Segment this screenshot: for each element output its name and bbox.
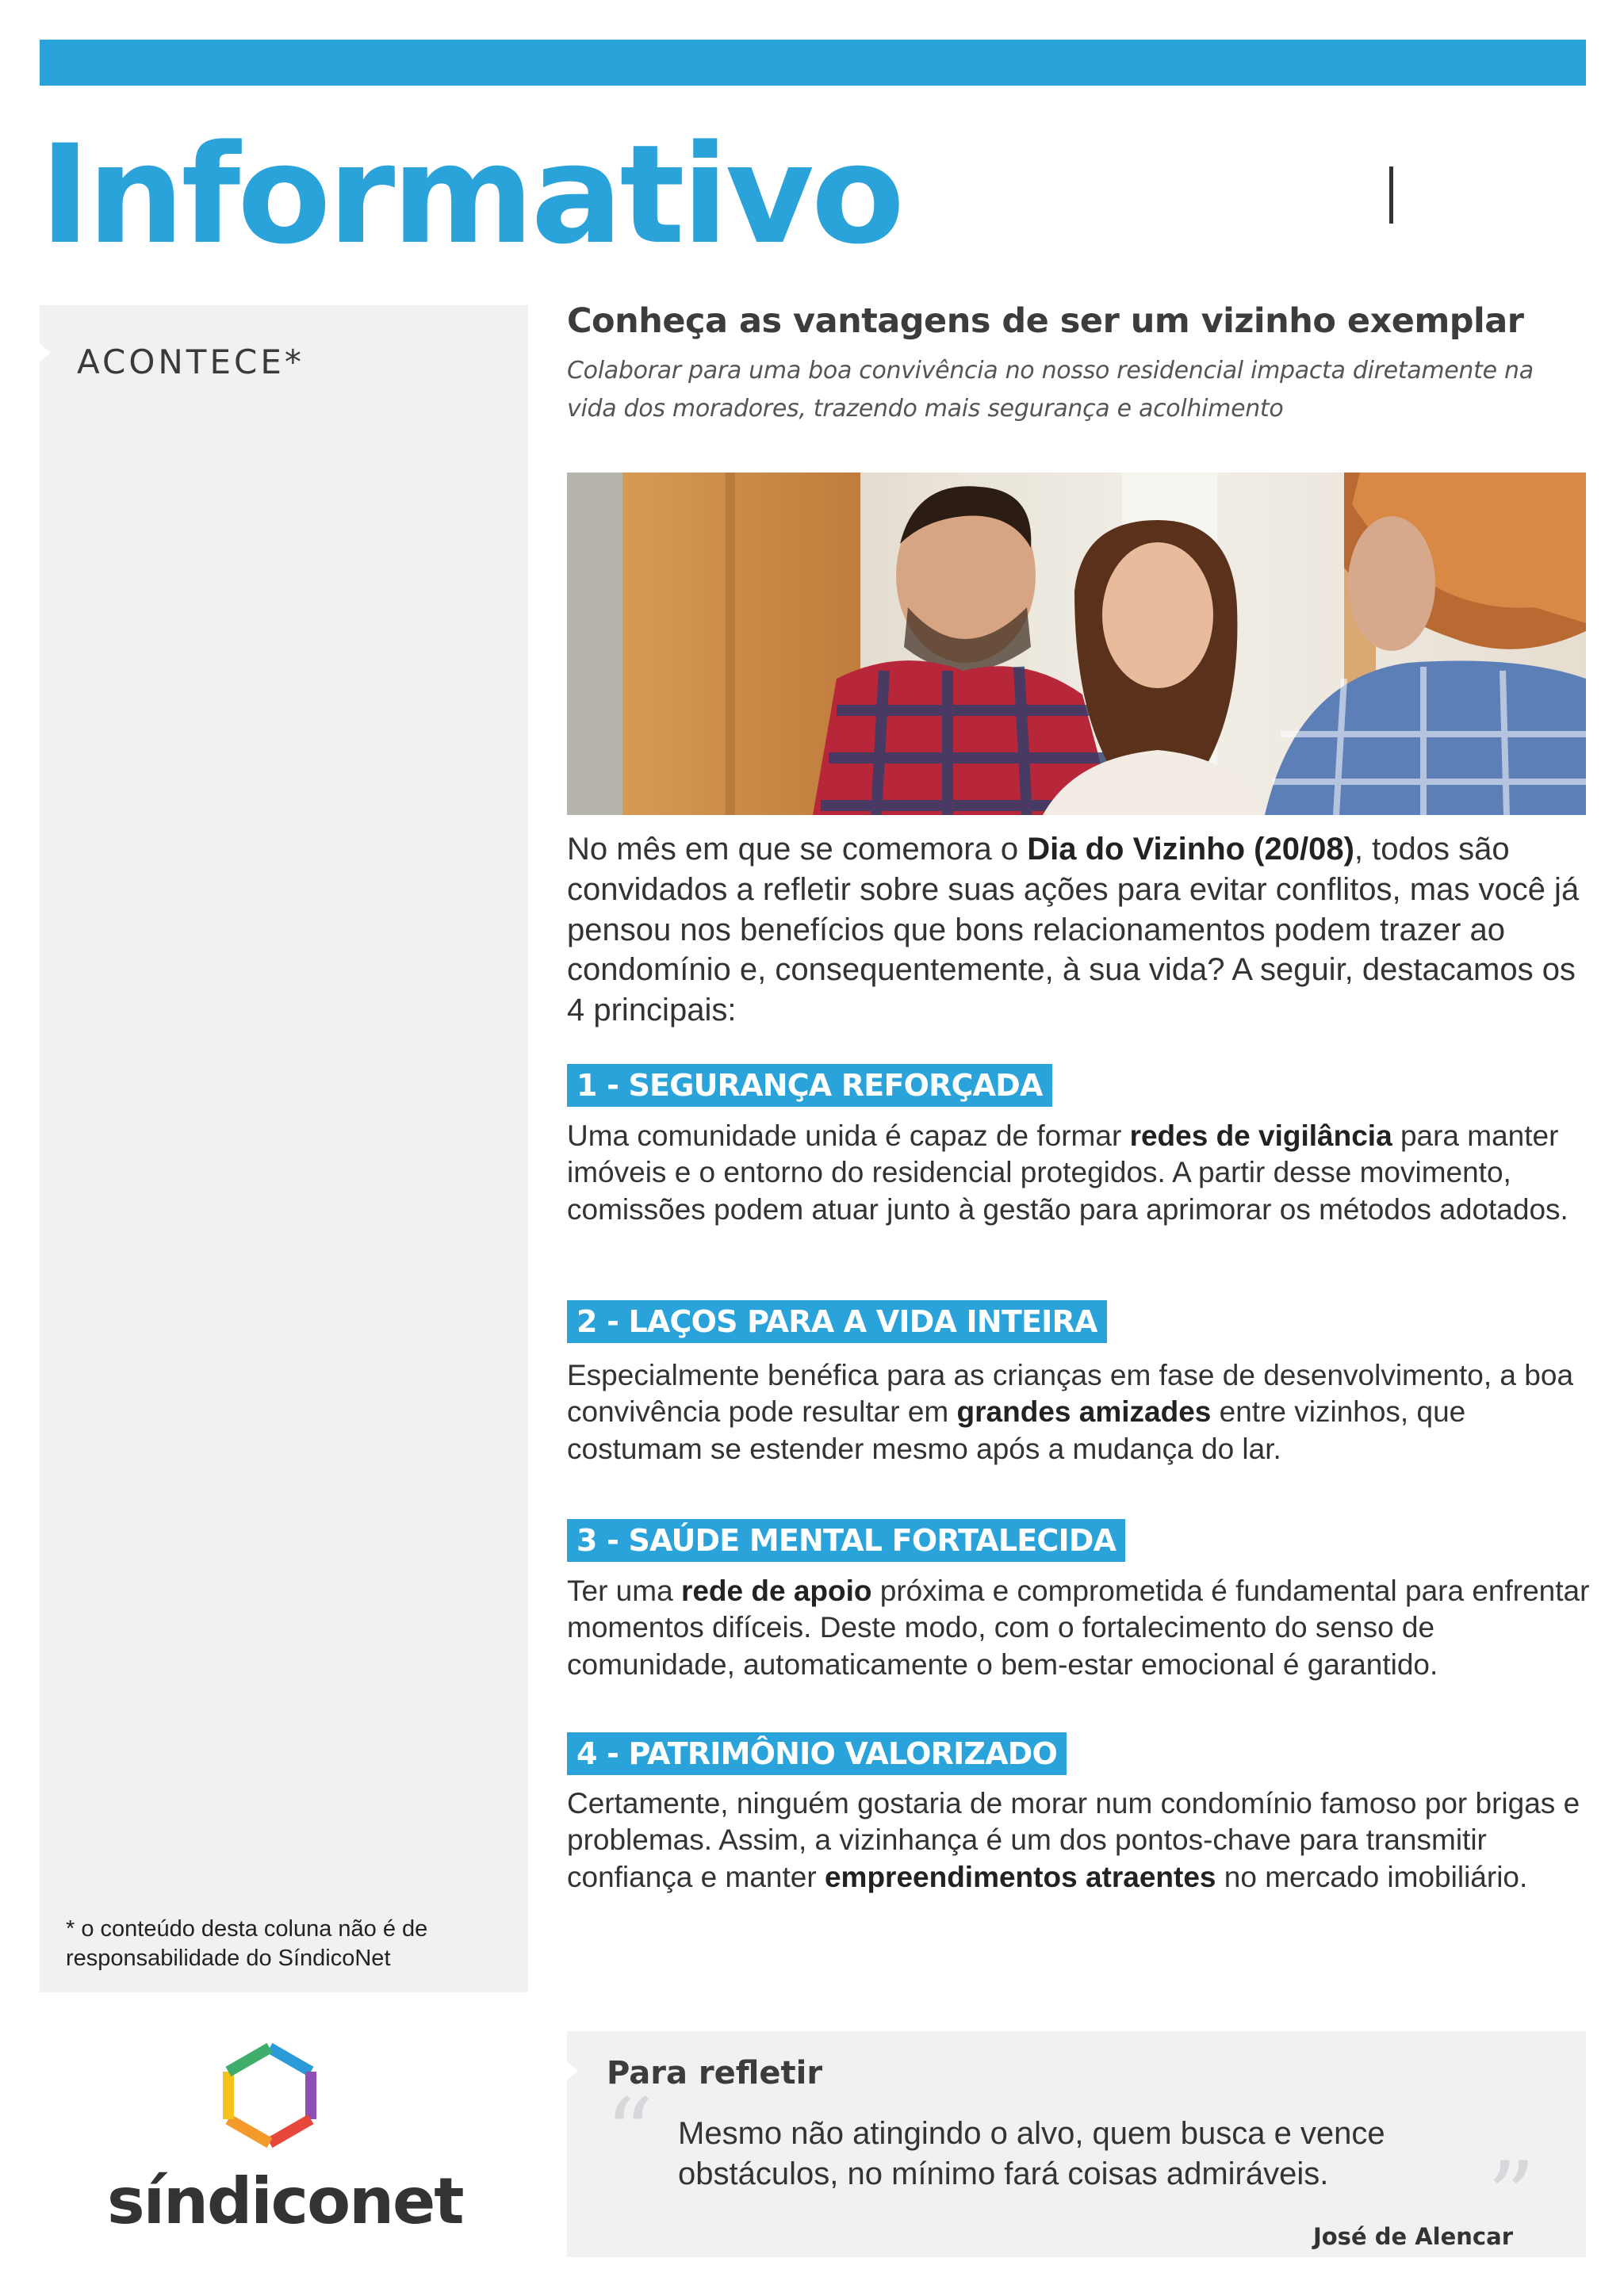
section-2-text	[567, 1357, 1590, 1468]
section-1-text-end: para manter imóveis e o entorno do residencial protegidos. A partir desse movimento, comissões podem atuar junto à gestão para aprimorar os métodos adotados.	[567, 1119, 1568, 1226]
section-1-text-start: Uma comunidade unida é capaz de formar	[567, 1119, 1130, 1152]
section-4-highlight: empreendimentos atraentes	[824, 1860, 1216, 1893]
page-title: Informativo	[40, 115, 902, 274]
quote-text: Mesmo não atingindo o alvo, quem busca e vence obstáculos, no mínimo fará coisas admiráveis.	[678, 2116, 1385, 2191]
section-3-highlight: rede de apoio	[680, 1575, 872, 1607]
sidebar-arrow-notch	[40, 343, 51, 362]
photo-neighbors-greeting-icon	[567, 473, 1586, 815]
sidebar-disclaimer: * o conteúdo desta coluna não é de responsabilidade do SíndicoNet	[66, 1916, 428, 1972]
quote-arrow-notch	[567, 2061, 578, 2080]
sidebar-title: ACONTECE*	[77, 342, 304, 381]
quote-author: José de Alencar	[1312, 2223, 1513, 2250]
article-headline: Conheça as vantagens de ser um vizinho exemplar	[567, 301, 1524, 341]
section-3-label: 3 - SAÚDE MENTAL FORTALECIDA	[567, 1519, 1125, 1562]
section-2-text-start: Especialmente benéfica para as crianças em fase de desenvolvimento, a boa convivência pode resultar em	[567, 1359, 1574, 1429]
section-1-highlight: redes de vigilância	[1129, 1119, 1392, 1152]
intro-highlight: Dia do Vizinho (20/08)	[1027, 832, 1354, 867]
article-subtitle: Colaborar para uma boa convivência no nosso residencial impacta diretamente na vida dos moradores, trazendo mais segurança e acolhimento	[567, 356, 1534, 423]
section-4-text	[567, 1785, 1590, 1896]
sidebar-acontece	[40, 305, 528, 1992]
hexagon-logo-icon	[218, 2042, 321, 2152]
brand-wordmark: síndiconet	[107, 2164, 463, 2238]
section-3-text-start: Ter uma	[567, 1575, 681, 1607]
article-header	[567, 301, 1590, 428]
section-3-text	[567, 1573, 1590, 1683]
section-4-label: 4 - PATRIMÔNIO VALORIZADO	[567, 1732, 1067, 1775]
intro-text-end: , todos são convidados a refletir sobre suas ações para evitar conflitos, mas você já pensou nos benefícios que bons relacionamentos podem trazer ao condomínio e, consequentemente, à sua vida? A seguir, destacamos os 4 principais:	[567, 832, 1580, 1028]
quote-box	[567, 2031, 1586, 2257]
hero-photo	[567, 473, 1586, 815]
section-1-text	[567, 1118, 1590, 1228]
section-2-text-end: entre vizinhos, que costumam se estender mesmo após a mudança do lar.	[567, 1395, 1466, 1465]
section-2-label: 2 - LAÇOS PARA A VIDA INTEIRA	[567, 1300, 1107, 1343]
section-1-label: 1 - SEGURANÇA REFORÇADA	[567, 1064, 1052, 1107]
section-3-text-end: próxima e comprometida é fundamental para enfrentar momentos difíceis. Deste modo, com o fortalecimento do senso de comunidade, automaticamente o bem-estar emocional é garantido.	[567, 1575, 1590, 1681]
text-cursor-mark	[1389, 166, 1393, 224]
top-accent-bar	[40, 40, 1586, 86]
section-2-highlight: grandes amizades	[956, 1395, 1212, 1429]
section-4-text-start: Certamente, ninguém gostaria de morar num condomínio famoso por brigas e problemas. Assim, a vizinhança é um dos pontos-chave para transmitir confiança e manter	[567, 1787, 1580, 1893]
sindiconet-logo	[107, 2042, 463, 2263]
article-intro	[567, 829, 1586, 1031]
open-quote-icon: “	[605, 2079, 654, 2189]
close-quote-icon: ”	[1487, 2142, 1536, 2252]
section-4-text-end: no mercado imobiliário.	[1216, 1860, 1528, 1893]
intro-text-start: No mês em que se comemora o	[567, 832, 1028, 867]
quote-title: Para refletir	[607, 2055, 823, 2091]
